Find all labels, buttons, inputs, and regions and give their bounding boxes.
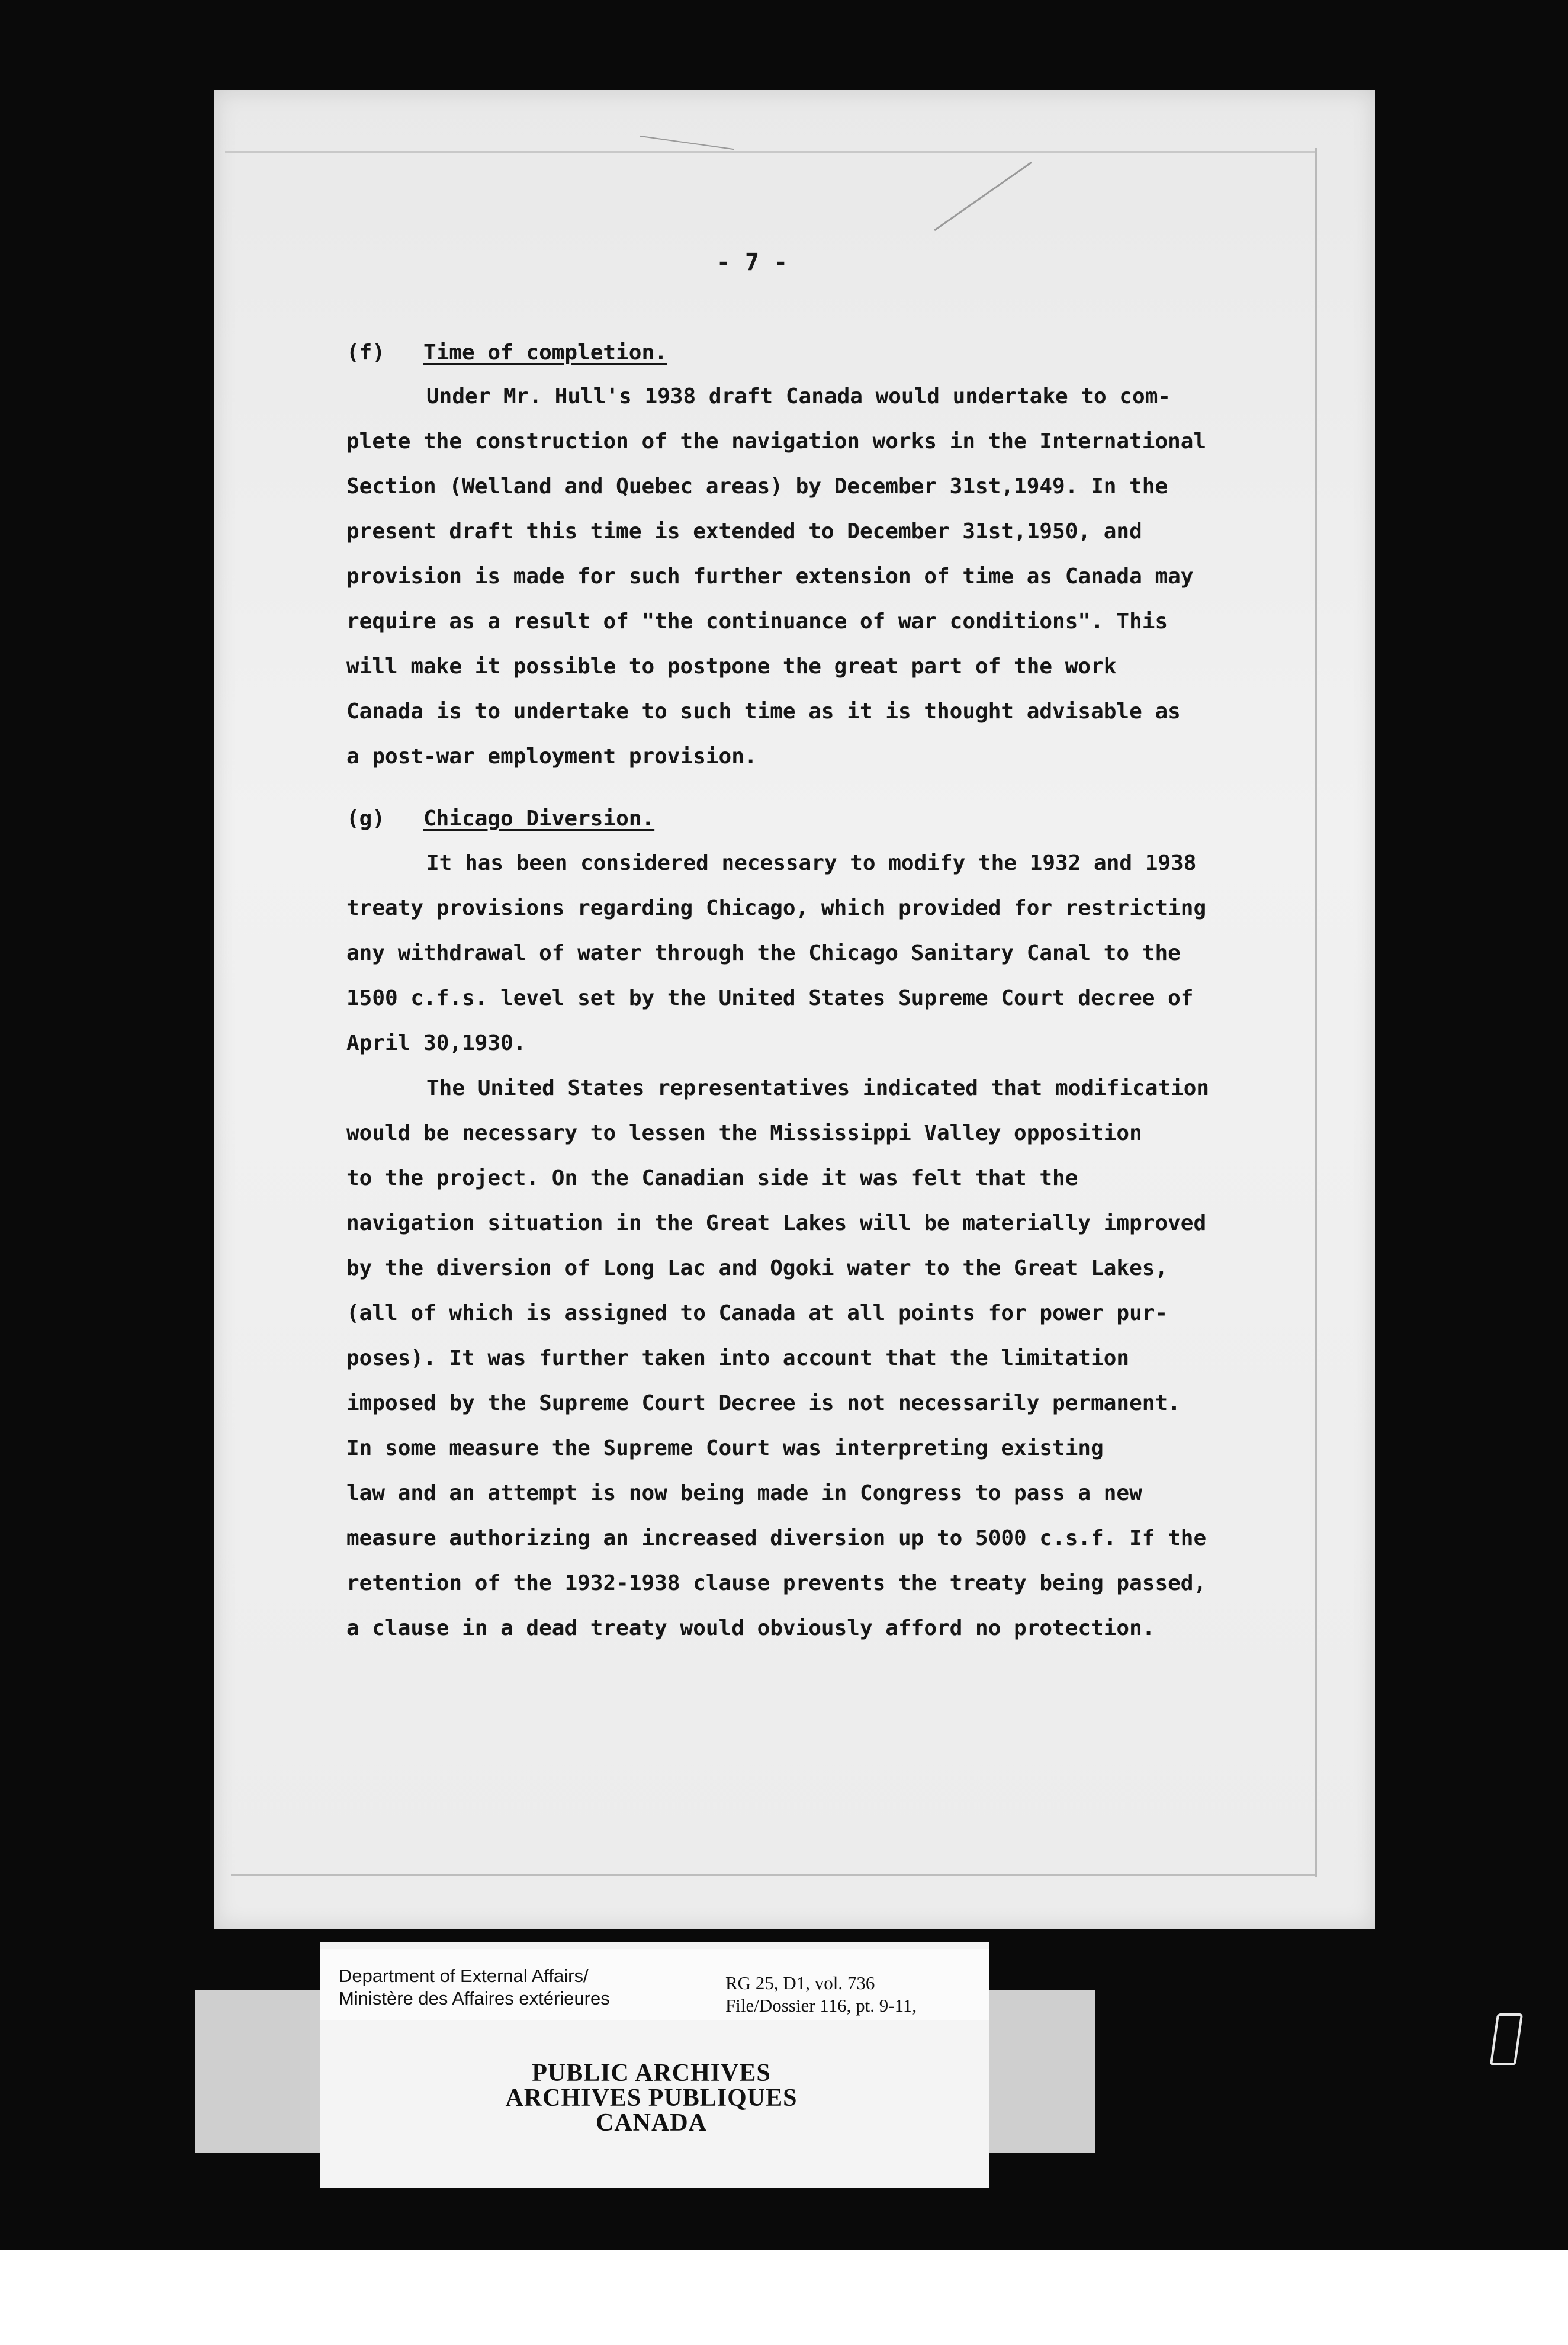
section-letter: (g) — [346, 807, 385, 831]
section-title: Time of completion. — [423, 340, 667, 365]
text-line: Canada is to undertake to such time as it is thought advisable as — [346, 699, 1181, 724]
section-f-body — [346, 374, 1258, 779]
text-line: retention of the 1932-1938 clause prevents the treaty being passed, — [346, 1571, 1207, 1595]
text-line: 1500 c.f.s. level set by the United States Supreme Court decree of — [346, 986, 1194, 1010]
page-top-rule — [225, 151, 1315, 153]
stamp-line-1: PUBLIC ARCHIVES — [532, 2060, 771, 2087]
page-right-edge — [1315, 148, 1317, 1877]
text-line: by the diversion of Long Lac and Ogoki water to the Great Lakes, — [346, 1256, 1168, 1280]
text-line: In some measure the Supreme Court was interpreting existing — [346, 1436, 1104, 1460]
department-en: Department of External Affairs/ — [339, 1965, 589, 1986]
page-bottom-rule — [231, 1874, 1315, 1876]
text-line: navigation situation in the Great Lakes will be materially improved — [346, 1211, 1207, 1235]
text-line: Under Mr. Hull's 1938 draft Canada would undertake to com- — [426, 384, 1171, 409]
text-line: The United States representatives indicated that modification — [426, 1076, 1210, 1100]
text-line: April 30,1930. — [346, 1031, 526, 1055]
archive-reference — [725, 1972, 917, 2017]
text-line: Section (Welland and Quebec areas) by December 31st,1949. In the — [346, 474, 1168, 499]
text-line: present draft this time is extended to December 31st,1950, and — [346, 519, 1142, 544]
department-name — [339, 1965, 610, 2010]
text-line: will make it possible to postpone the great part of the work — [346, 654, 1117, 679]
section-heading-g — [346, 807, 654, 831]
text-line: law and an attempt is now being made in Congress to pass a new — [346, 1481, 1142, 1505]
department-fr: Ministère des Affaires extérieures — [339, 1988, 610, 2009]
text-line: would be necessary to lessen the Mississippi Valley opposition — [346, 1121, 1142, 1145]
archives-stamp — [474, 2061, 829, 2135]
text-line: to the project. On the Canadian side it was felt that the — [346, 1166, 1078, 1190]
stamp-line-3: CANADA — [596, 2109, 707, 2137]
stamp-line-2: ARCHIVES PUBLIQUES — [505, 2084, 798, 2112]
text-line: provision is made for such further extension of time as Canada may — [346, 564, 1194, 589]
text-line: require as a result of "the continuance of war conditions". This — [346, 609, 1168, 634]
text-line: (all of which is assigned to Canada at all points for power pur- — [346, 1301, 1168, 1325]
text-line: a post-war employment provision. — [346, 744, 757, 769]
text-line: plete the construction of the navigation works in the International — [346, 429, 1207, 454]
section-g-body-2 — [346, 1066, 1258, 1651]
text-line: imposed by the Supreme Court Decree is not necessarily permanent. — [346, 1391, 1181, 1415]
section-g-body-1 — [346, 841, 1258, 1066]
section-heading-f — [346, 340, 667, 365]
reference-line-2: File/Dossier 116, pt. 9-11, — [725, 1995, 917, 2016]
page-number: - 7 - — [716, 249, 788, 276]
text-line: It has been considered necessary to modify the 1932 and 1938 — [426, 851, 1197, 875]
text-line: any withdrawal of water through the Chicago Sanitary Canal to the — [346, 941, 1181, 965]
section-letter: (f) — [346, 340, 385, 365]
section-title: Chicago Diversion. — [423, 807, 655, 831]
text-line: measure authorizing an increased diversion up to 5000 c.s.f. If the — [346, 1526, 1207, 1550]
reference-line-1: RG 25, D1, vol. 736 — [725, 1973, 875, 1993]
text-line: a clause in a dead treaty would obviously afford no protection. — [346, 1616, 1155, 1640]
text-line: treaty provisions regarding Chicago, which provided for restricting — [346, 896, 1207, 920]
text-line: poses). It was further taken into account that the limitation — [346, 1346, 1130, 1370]
